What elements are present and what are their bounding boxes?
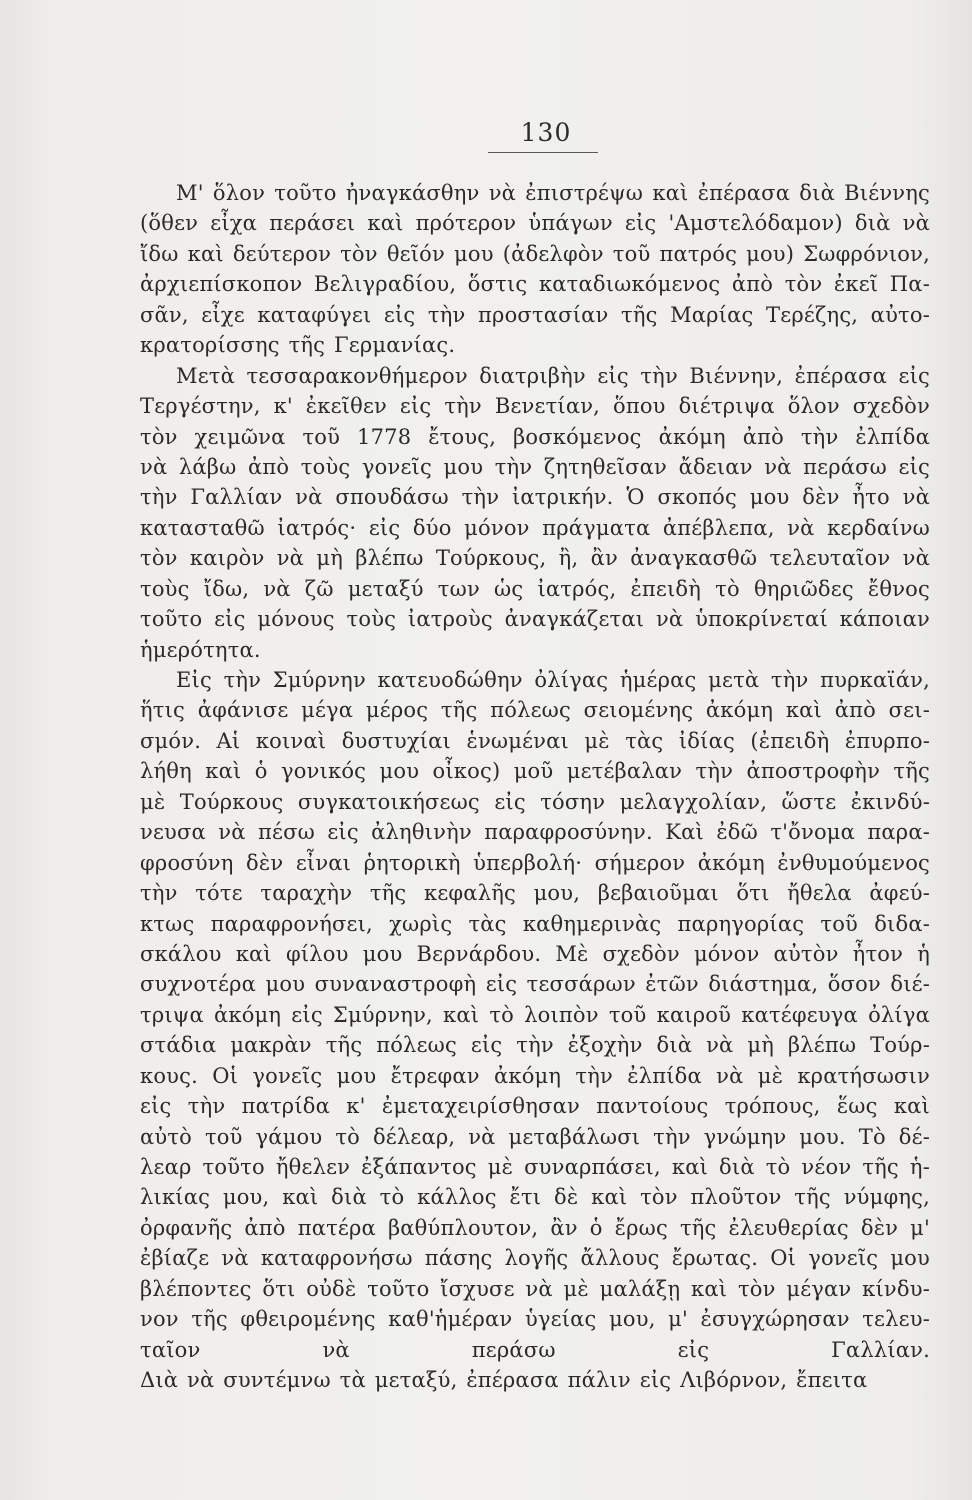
text-line: μὲ Τούρκους συγκατοικήσεως εἰς τόσην μελαγχολίαν, ὥστε ἐκινδύ- <box>140 789 930 814</box>
text-line: στάδια μακρὰν τῆς πόλεως εἰς τὴν ἐξοχὴν διὰ νὰ μὴ βλέπω Τούρ- <box>140 1033 930 1058</box>
text-line: συχνοτέρα μου συναναστροφὴ εἰς τεσσάρων ἐτῶν διάστημα, ὅσον διέ- <box>140 972 930 997</box>
text-line: ἐβίαζε νὰ καταφρονήσω πάσης λογῆς ἄλλους ἔρωτας. Οἱ γονεῖς μου <box>140 1246 930 1271</box>
text-line: ταῖον νὰ περάσω εἰς Γαλλίαν. <box>140 1337 930 1362</box>
text-line: τοὺς ἴδω, νὰ ζῶ μεταξύ των ὡς ἰατρός, ἐπειδὴ τὸ θηριῶδες ἔθνος <box>140 576 930 601</box>
text-line: νον τῆς φθειρομένης καθ'ἡμέραν ὑγείας μου, μ' ἐσυγχώρησαν τελευ- <box>140 1307 930 1332</box>
text-line: λήθη καὶ ὁ γονικός μου οἶκος) μοῦ μετέβαλαν τὴν ἀποστροφὴν τῆς <box>140 759 930 784</box>
text-line: κατασταθῶ ἰατρός· εἰς δύο μόνον πράγματα ἀπέβλεπα, νὰ κερδαίνω <box>140 515 930 540</box>
text-line: κους. Οἱ γονεῖς μου ἔτρεφαν ἀκόμη τὴν ἐλπίδα νὰ μὲ κρατήσωσιν <box>140 1063 930 1088</box>
text-line: κτως παραφρονήσει, χωρὶς τὰς καθημερινὰς παρηγορίας τοῦ διδα- <box>140 911 930 936</box>
text-line <box>140 1396 930 1426</box>
text-line: σᾶν, εἶχε καταφύγει εἰς τὴν προστασίαν τῆς Μαρίας Τερέζης, αὐτο- <box>140 302 930 327</box>
text-line: τὴν Γαλλίαν νὰ σπουδάσω τὴν ἰατρικήν. Ὁ σκοπός μου δὲν ἦτο νὰ <box>140 485 930 510</box>
text-line: ἥτις ἀφάνισε μέγα μέρος τῆς πόλεως σειομένης ἀκόμη καὶ ἀπὸ σει- <box>140 698 930 723</box>
text-line: Μ' ὅλον τοῦτο ἠναγκάσθην νὰ ἐπιστρέψω καὶ ἐπέρασα διὰ Βιέννης <box>176 181 930 205</box>
body-text <box>140 178 930 1426</box>
text-line: τοῦτο εἰς μόνους τοὺς ἰατροὺς ἀναγκάζεται νὰ ὑποκρίνεταί κάποιαν <box>140 607 930 632</box>
text-line: τὸν καιρὸν νὰ μὴ βλέπω Τούρκους, ἢ, ἂν ἀναγκασθῶ τελευταῖον νὰ <box>140 546 930 571</box>
text-line: νὰ λάβω ἀπὸ τοὺς γονεῖς μου τὴν ζητηθεῖσαν ἄδειαν νὰ περάσω εἰς <box>140 454 930 479</box>
text-line: Εἰς τὴν Σμύρνην κατευοδώθην ὀλίγας ἡμέρας μετὰ τὴν πυρκαϊάν, <box>176 668 930 692</box>
text-line: εἰς τὴν πατρίδα κ' ἐμεταχειρίσθησαν παντοίους τρόπους, ἕως καὶ <box>140 1094 930 1119</box>
text-line: ἴδω καὶ δεύτερον τὸν θεῖόν μου (ἀδελφὸν τοῦ πατρός μου) Σωφρόνιον, <box>140 241 930 266</box>
text-line: φροσύνη δὲν εἶναι ῥητορικὴ ὑπερβολή· σήμερον ἀκόμη ἐνθυμούμενος <box>140 850 930 875</box>
page-number: 130 <box>520 118 572 147</box>
text-line: σκάλου καὶ φίλου μου Βερνάρδου. Μὲ σχεδὸν μόνον αὐτὸν ἦτον ἡ <box>140 941 930 966</box>
text-line: ὀρφανῆς ἀπὸ πατέρα βαθύπλουτον, ἂν ὁ ἔρως τῆς ἐλευθερίας δὲν μ' <box>140 1215 930 1240</box>
text-line: σμόν. Αἱ κοιναὶ δυστυχίαι ἑνωμέναι μὲ τὰς ἰδίας (ἐπειδὴ ἐπυρπο- <box>140 728 930 753</box>
text-line: νευσα νὰ πέσω εἰς ἀληθινὴν παραφροσύνην. Καὶ ἐδῶ τ'ὄνομα παρα- <box>140 820 930 845</box>
text-line: λικίας μου, καὶ διὰ τὸ κάλλος ἔτι δὲ καὶ τὸν πλοῦτον τῆς νύμφης, <box>140 1185 930 1210</box>
text-line: τὸν χειμῶνα τοῦ 1778 ἔτους, βοσκόμενος ἀκόμη ἀπὸ τὴν ἐλπίδα <box>140 424 930 449</box>
text-line: Τεργέστην, κ' ἐκεῖθεν εἰς τὴν Βενετίαν, ὅπου διέτριψα ὅλον σχεδὸν <box>140 394 930 419</box>
text-line: τριψα ἀκόμη εἰς Σμύρνην, καὶ τὸ λοιπὸν τοῦ καιροῦ κατέφευγα ὀλίγα <box>140 1002 930 1027</box>
text-line: ἀρχιεπίσκοπον Βελιγραδίου, ὅστις καταδιωκόμενος ἀπὸ τὸν ἐκεῖ Πα- <box>140 272 930 297</box>
text-line: κρατορίσσης τῆς Γερμανίας. <box>140 333 456 358</box>
text-line: τὴν τότε ταραχὴν τῆς κεφαλῆς μου, βεβαιοῦμαι ὅτι ἤθελα ἀφεύ- <box>140 881 930 906</box>
text-line: ἡμερότητα. <box>140 637 261 662</box>
text-line: Διὰ νὰ συντέμνω τὰ μεταξύ, ἐπέρασα πάλιν εἰς Λιβόρνον, ἔπειτα <box>140 1368 868 1393</box>
text-line: λεαρ τοῦτο ἤθελεν ἐξάπαντος μὲ συναρπάσει, καὶ διὰ τὸ νέον τῆς ἡ- <box>140 1155 930 1179</box>
page-number-rule <box>488 152 598 153</box>
text-line: βλέποντες ὅτι οὐδὲ τοῦτο ἴσχυσε νὰ μὲ μαλάξῃ καὶ τὸν μέγαν κίνδυ- <box>140 1276 930 1301</box>
text-line: αὐτὸ τοῦ γάμου τὸ δέλεαρ, νὰ μεταβάλωσι τὴν γνώμην μου. Τὸ δέ- <box>140 1124 930 1149</box>
text-line: Μετὰ τεσσαρακονθήμερον διατριβὴν εἰς τὴν Βιέννην, ἐπέρασα εἰς <box>176 363 930 388</box>
text-line: (ὅθεν εἶχα περάσει καὶ πρότερον ὑπάγων εἰς 'Αμστελόδαμον) διὰ νὰ <box>140 211 930 236</box>
